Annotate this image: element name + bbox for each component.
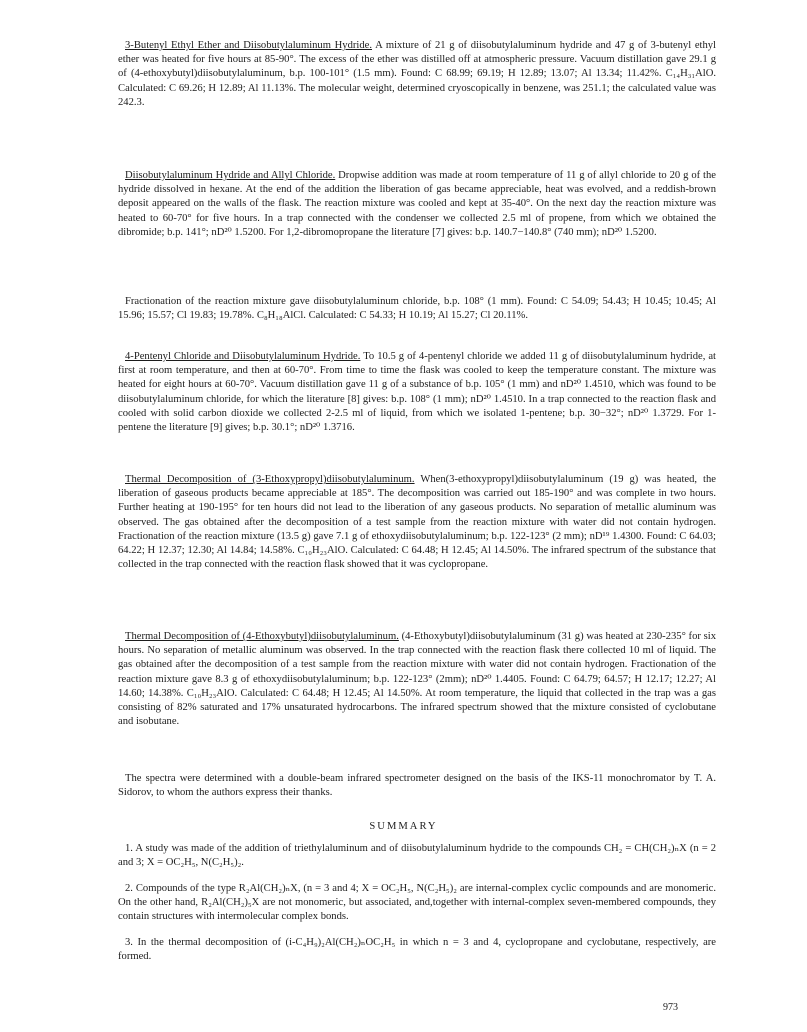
paragraph-body: To 10.5 g of 4-pentenyl chloride we added 11 g of diisobutylaluminum hydride, at first at room temperature, and then at 60-70°. From time to time the flask was cooled to keep the temperature constant. The mixture was heated for eight hours at 60-70°. Vacuum distillation gave 11 g of a substance of b.p. 105° (1 mm) and nD²⁰ 1.4510, which was found to be diisobutylaluminum chloride, for which the literature [8] gives: b.p. 108° (1 mm); nD²⁰ 1.4510. In a trap connected to the reaction flask and cooled with solid carbon dioxide we collected 2-2.5 ml of liquid, from which we isolated 1-pentene; b.p. 30−32°; nD²⁰ 1.3729. For 1-pentene the literature [9] gives; b.p. 30.1°; nD²⁰ 1.3716. xyxy=(118,351,716,434)
paragraph-pentenyl-chloride xyxy=(118,350,716,435)
page-number: 973 xyxy=(663,1002,678,1013)
paragraph-body: A mixture of 21 g of diisobutylaluminum hydride and 47 g of 3-butenyl ethyl ether was heated for five hours at 85-90°. The excess of the ether was distilled off at atmospheric pressure. Vacuum distillation gave 29.1 g of (4-ethoxybutyl)diisobutylaluminum, b.p. 100-101° (1.5 mm). Found: C 68.99; 69.19; H 12.89; 13.07; Al 13.34; 11.42%. C₁₄H₃₁AlO. Calculated: C 69.26; H 12.89; Al 11.13%. The molecular weight, determined cryoscopically in benzene, was 251.1; the calculated value was 242.3. xyxy=(118,40,716,108)
paragraph-ethoxypropyl-decomposition xyxy=(118,473,716,572)
paragraph-body: The spectra were determined with a double-beam infrared spectrometer designed on the basis of the IKS-11 monochromator by T. A. Sidorov, to whom the authors express their thanks. xyxy=(118,773,716,799)
paragraph-body: When(3-ethoxypropyl)diisobutylaluminum (19 g) was heated, the liberation of gaseous products became appreciable at 185°. The decomposition was carried out 185-190° and was complete in two hours. Further heating at 190-195° for ten hours did not lead to the liberation of any gaseous products. No separation of metallic aluminum was observed. The gas obtained after the decomposition of a test sample from the reaction mixture with water did not contain hydrogen. Fractionation of the reaction mixture (13.5 g) gave 7.1 g of ethoxydiisobutylaluminum; b.p. 122-123° (2 mm); nD¹⁹ 1.4300. Found: C 64.03; 64.22; H 12.37; 12.30; Al 14.84; 14.58%. C₁₀H₂₃AlO. Calculated: C 64.48; H 12.45; Al 14.50%. The infrared spectrum of the substance that collected in the trap connected with the reaction flask showed that it was cyclopropane. xyxy=(118,474,716,571)
paragraph-butenyl-ether xyxy=(118,39,716,110)
paragraph-heading: Thermal Decomposition of (3-Ethoxypropyl)diisobutylaluminum. xyxy=(125,474,415,485)
paragraph-body: Fractionation of the reaction mixture gave diisobutylaluminum chloride, b.p. 108° (1 mm). Found: C 54.09; 54.43; H 10.45; 10.45; Al 15.96; 15.57; Cl 19.83; 19.78%. C₈H₁₈AlCl. Calculated: C 54.33; H 10.19; Al 15.27; Cl 20.11%. xyxy=(118,296,716,322)
summary-item: 3. In the thermal decomposition of (i-C₄H₉)₂Al(CH₂)ₙOC₂H₅ in which n = 3 and 4, cyclopropane and cyclobutane, respectively, are formed. xyxy=(118,937,716,963)
paragraph-heading: 4-Pentenyl Chloride and Diisobutylaluminum Hydride. xyxy=(125,351,361,362)
paragraph-fractionation xyxy=(118,295,716,323)
summary-item: 2. Compounds of the type R₂Al(CH₂)ₙX, (n = 3 and 4; X = OC₂H₅, N(C₂H₅)₂ are internal-complex cyclic compounds and are monomeric. On the other hand, R₂Al(CH₂)₅X are not monomeric, but associated, and,together with internal-complex seven-membered compounds, they contain structures with intermolecular complex bonds. xyxy=(118,883,716,923)
paragraph-body: Dropwise addition was made at room temperature of 11 g of allyl chloride to 20 g of the hydride dissolved in hexane. At the end of the addition the liberation of gas became appreciable, heat was evolved, and a reddish-brown deposit appeared on the walls of the flask. The reaction mixture was cooled and kept at 35-40°. On the next day the reaction mixture was heated to 60-70° for five hours. In a trap connected with the condenser we collected 2.5 ml of propene, from which we obtained the dibromide; b.p. 141°; nD²⁰ 1.5200. For 1,2-dibromopropane the literature [7] gives: b.p. 140.7−140.8° (740 mm); nD²⁰ 1.5200. xyxy=(118,170,716,238)
paragraph-body: (4-Ethoxybutyl)diisobutylaluminum (31 g) was heated at 230-235° for six hours. No separation of metallic aluminum was observed. In the trap connected with the reaction flask there collected 10 ml of liquid. The gas obtained after the decomposition of a test sample from the reaction mixture with water did not contain hydrogen. Fractionation of the reaction mixture gave 8.3 g of ethoxydiisobutylaluminum; b.p. 122-123° (2mm); nD²⁰ 1.4405. Found: C 64.79; 64.57; H 12.17; 12.27; Al 14.60; 14.38%. C₁₀H₂₃AlO. Calculated: C 64.48; H 12.45; Al 14.50%. At room temperature, the liquid that collected in the trap was a gas consisting of 82% saturated and 17% unsaturated hydrocarbons. The infrared spectrum showed that the mixture consisted of cyclobutane and isobutane. xyxy=(118,631,716,728)
paragraph-heading: Diisobutylaluminum Hydride and Allyl Chloride. xyxy=(125,170,336,181)
summary-item: 1. A study was made of the addition of triethylaluminum and of diisobutylaluminum hydride to the compounds CH₂ = CH(CH₂)ₙX (n = 2 and 3; X = OC₂H₅, N(C₂H₅)₂. xyxy=(118,843,716,869)
paragraph-acknowledgement xyxy=(118,772,716,800)
paragraph-heading: 3-Butenyl Ethyl Ether and Diisobutylaluminum Hydride. xyxy=(125,40,373,51)
paragraph-heading: Thermal Decomposition of (4-Ethoxybutyl)diisobutylaluminum. xyxy=(125,631,399,642)
summary-heading: SUMMARY xyxy=(369,821,438,832)
paragraph-allyl-chloride xyxy=(118,169,716,240)
paragraph-ethoxybutyl-decomposition xyxy=(118,630,716,729)
